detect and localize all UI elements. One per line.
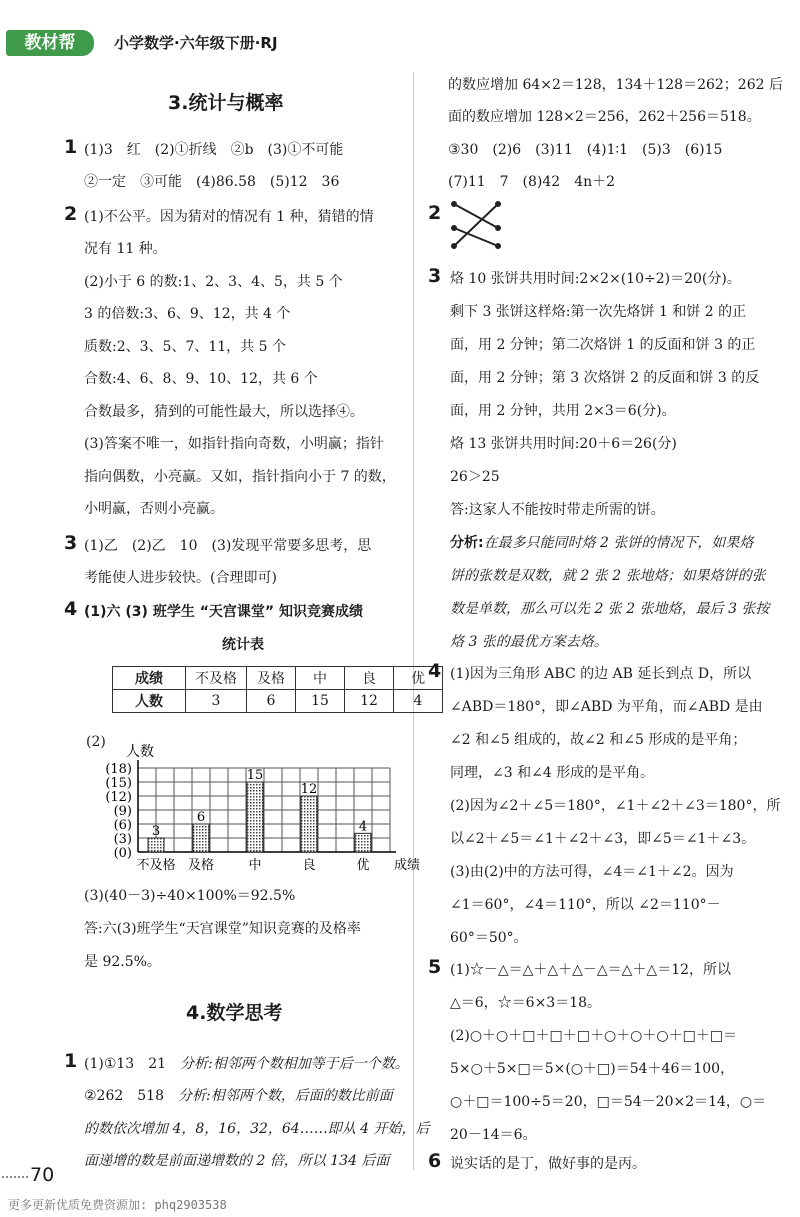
- answer-line: ②一定 ③可能 (4)86.58 (5)12 36: [84, 174, 340, 190]
- question-number: 2: [428, 202, 442, 224]
- column-divider: [413, 72, 414, 1170]
- table-head: 人数: [113, 690, 186, 713]
- footer-dots: [2, 1176, 28, 1178]
- y-tick-label: (6): [113, 818, 132, 833]
- table-cell: 中: [296, 667, 345, 690]
- header-title: 小学数学·六年级下册·RJ: [114, 34, 278, 52]
- question-number: 1: [64, 1050, 78, 1072]
- answer-line: 同理，∠3 和∠4 形成的是平角。: [450, 765, 655, 781]
- answer-line: (1)☆－△＝△＋△＋△－△＝△＋△＝12，所以: [450, 962, 732, 978]
- bar-2: [247, 782, 263, 852]
- answer-line: 答:六(3)班学生“天宫课堂”知识竞赛的及格率: [84, 921, 361, 937]
- answer-line: 烙 10 张饼共用时间:2×2×(10÷2)＝20(分)。: [450, 271, 741, 287]
- answer-line: 合数最多，猜到的可能性最大，所以选择④。: [84, 404, 364, 420]
- table-cell: 15: [296, 690, 345, 713]
- answer-line: 面，用 2 分钟；第 3 次烙饼 2 的反面和饼 3 的反: [450, 370, 760, 386]
- answer-line: 指向偶数，小亮赢。又如，指针指向小于 7 的数，: [84, 469, 396, 485]
- answer-line: 的数应增加 64×2＝128，134＋128＝262；262 后: [448, 77, 783, 93]
- answer-text: (1)①13 21: [84, 1056, 181, 1072]
- answer-line: 是 92.5%。: [84, 954, 161, 970]
- matching-lines-diagram: [448, 198, 504, 252]
- y-axis-label: 人数: [126, 744, 154, 760]
- analysis-line: 的数依次增加 4，8，16，32，64……即从 4 开始，后: [84, 1121, 430, 1137]
- answer-line: 60°＝50°。: [450, 930, 528, 946]
- answer-line: 答:这家人不能按时带走所需的饼。: [450, 502, 665, 518]
- question-number: 4: [64, 598, 78, 620]
- answer-line: 面的数应增加 128×2＝256，262＋256＝518。: [448, 109, 761, 125]
- table-cell: 优: [394, 667, 443, 690]
- analysis-line: [450, 532, 753, 552]
- analysis-line: 烙 3 张的最优方案去烙。: [450, 634, 608, 650]
- footer-source: 更多更新优质免费资源加: phq2903538: [8, 1198, 227, 1212]
- table-cell: 4: [394, 690, 443, 713]
- answer-line: (2)○＋○＋□＋□＋□＋○＋○＋○＋□＋□＝: [450, 1028, 738, 1044]
- x-tick-label: 及格: [187, 858, 215, 873]
- table-cell: 3: [186, 690, 247, 713]
- answer-line: (3)由(2)中的方法可得，∠4＝∠1＋∠2。因为: [450, 864, 734, 880]
- question-number: 6: [428, 1150, 442, 1172]
- answer-line: 20－14＝6。: [450, 1127, 537, 1143]
- analysis-line: 面递增的数是前面递增数的 2 倍，所以 134 后面: [84, 1153, 390, 1169]
- answer-line: (2)小于 6 的数:1、2、3、4、5，共 5 个: [84, 274, 343, 290]
- chart-part-label: (2): [86, 734, 106, 750]
- section-title-statistics: 3.统计与概率: [168, 92, 284, 114]
- answer-line: 质数:2、3、5、7、11，共 5 个: [84, 339, 286, 355]
- bar-value-label: 4: [358, 819, 368, 835]
- analysis-text: 分析:相邻两个数，后面的数比前面: [178, 1088, 393, 1104]
- question-number: 2: [64, 203, 78, 225]
- bar-3: [301, 796, 317, 852]
- question-number: 1: [64, 136, 78, 158]
- x-tick-label: 不及格: [136, 858, 176, 873]
- answer-line: (3)(40－3)÷40×100%＝92.5%: [84, 888, 296, 904]
- y-tick-label: (9): [113, 804, 132, 819]
- answer-line: ∠2 和∠5 组成的，故∠2 和∠5 形成的是平角；: [450, 732, 747, 748]
- answer-line: 5×○＋5×□＝5×(○＋□)＝54＋46＝100，: [450, 1061, 735, 1077]
- table-cell: 良: [345, 667, 394, 690]
- analysis-text: 在最多只能同时烙 2 张饼的情况下，如果烙: [483, 535, 754, 551]
- analysis-text: 分析:相邻两个数相加等于后一个数。: [180, 1056, 409, 1072]
- answer-line: ③30 (2)6 (3)11 (4)1∶1 (5)3 (6)15: [448, 142, 723, 158]
- y-tick-label: (18): [105, 762, 132, 777]
- question-number: 3: [428, 265, 442, 287]
- answer-line: (3)答案不唯一，如指针指向奇数，小明赢；指针: [84, 436, 384, 452]
- answer-line: (1)不公平。因为猜对的情况有 1 种，猜错的情: [84, 209, 374, 225]
- answer-line: ∠1＝60°，∠4＝110°，所以 ∠2＝110°－: [450, 897, 721, 913]
- answer-line: 26＞25: [450, 469, 500, 485]
- answer-line: ○＋□＝100÷5＝20，□＝54－20×2＝14，○＝: [450, 1094, 767, 1110]
- answer-line: 面，用 2 分钟；第二次烙饼 1 的反面和饼 3 的正: [450, 337, 756, 353]
- y-tick-label: (15): [105, 776, 132, 791]
- x-axis-label: 成绩: [394, 858, 421, 873]
- answer-line: 考能使人进步较快。(合理即可): [84, 570, 277, 586]
- table-cell: 及格: [247, 667, 296, 690]
- table-cell: 12: [345, 690, 394, 713]
- y-tick-label: (3): [113, 832, 132, 847]
- bar-4: [355, 833, 371, 852]
- answer-line: 面，用 2 分钟，共用 2×3＝6(分)。: [450, 403, 676, 419]
- answer-line: [84, 1053, 409, 1073]
- y-tick-label: (0): [113, 846, 132, 861]
- answer-line: (1)3 红 (2)①折线 ②b (3)①不可能: [84, 142, 344, 158]
- answer-line: 小明赢，否则小亮赢。: [84, 501, 224, 517]
- y-tick-label: (12): [105, 790, 132, 805]
- analysis-label: 分析:: [450, 535, 484, 551]
- table-row: [113, 667, 443, 690]
- table-subtitle: 统计表: [222, 637, 264, 653]
- x-tick-label: 优: [356, 858, 370, 873]
- answer-line: 合数:4、6、8、9、10、12，共 6 个: [84, 371, 318, 387]
- question-number: 3: [64, 532, 78, 554]
- table-head: 成绩: [113, 667, 186, 690]
- table-cell: 不及格: [186, 667, 247, 690]
- bar-value-label: 3: [151, 824, 161, 839]
- answer-line: △＝6，☆＝6×3＝18。: [450, 995, 602, 1011]
- answer-line: 以∠2＋∠5＝∠1＋∠2＋∠3，即∠5＝∠1＋∠3。: [450, 831, 756, 847]
- question-number: 5: [428, 956, 442, 978]
- bar-value-label: 6: [196, 810, 206, 825]
- answer-line: 烙 13 张饼共用时间:20＋6＝26(分): [450, 436, 677, 452]
- answer-line: (1)因为三角形 ABC 的边 AB 延长到点 D，所以: [450, 666, 752, 682]
- answer-line: 说实话的是丁，做好事的是丙。: [450, 1156, 646, 1172]
- section-title-thinking: 4.数学思考: [186, 1002, 283, 1024]
- answer-line: (1)乙 (2)乙 10 (3)发现平常要多思考，思: [84, 538, 372, 554]
- table-row: [113, 690, 443, 713]
- table-cell: 6: [247, 690, 296, 713]
- analysis-line: 饼的张数是双数，就 2 张 2 张地烙；如果烙饼的张: [450, 568, 766, 584]
- page-number: 70: [30, 1164, 55, 1186]
- analysis-line: 数是单数，那么可以先 2 张 2 张地烙，最后 3 张按: [450, 601, 770, 617]
- x-tick-label: 中: [248, 858, 262, 873]
- bar-value-label: 15: [246, 768, 264, 783]
- answer-line: [84, 1085, 393, 1105]
- bar-value-label: 12: [300, 782, 318, 797]
- x-tick-label: 良: [302, 858, 316, 873]
- table-title: (1)六 (3) 班学生 “天宫课堂” 知识竞赛成绩: [84, 604, 363, 620]
- answer-line: 剩下 3 张饼这样烙:第一次先烙饼 1 和饼 2 的正: [450, 304, 747, 320]
- bar-1: [193, 824, 209, 852]
- bar-chart: [70, 730, 421, 875]
- answer-line: ∠ABD＝180°，即∠ABD 为平角，而∠ABD 是由: [450, 699, 763, 715]
- header-badge: 教材帮: [6, 30, 94, 56]
- answer-line: (2)因为∠2＋∠5＝180°，∠1＋∠2＋∠3＝180°，所: [450, 798, 781, 814]
- statistics-table: [112, 666, 443, 713]
- answer-text: ②262 518: [84, 1088, 178, 1104]
- bar-0: [148, 838, 164, 852]
- answer-line: (7)11 7 (8)42 4n＋2: [448, 174, 616, 190]
- answer-line: 况有 11 种。: [84, 241, 167, 257]
- answer-line: 3 的倍数:3、6、9、12，共 4 个: [84, 306, 291, 322]
- question-number: 4: [428, 660, 442, 682]
